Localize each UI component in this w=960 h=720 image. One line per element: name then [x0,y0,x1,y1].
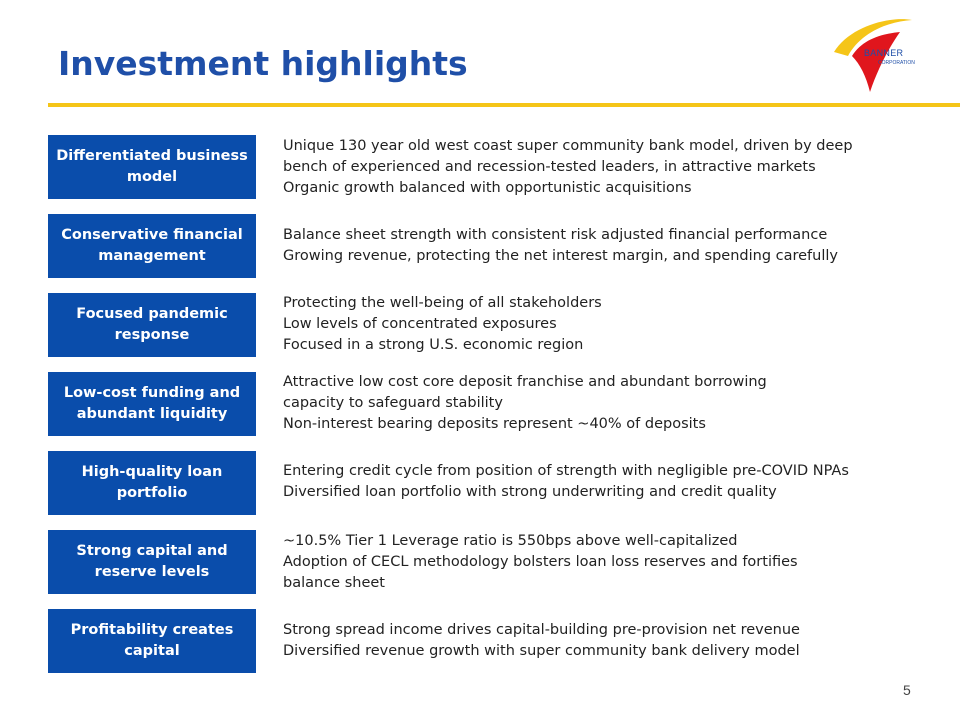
description-line: Attractive low cost core deposit franchise and abundant borrowing [283,374,767,390]
description-line: Balance sheet strength with consistent risk adjusted financial performance [283,227,828,243]
description-line: Diversified revenue growth with super community bank delivery model [283,643,800,659]
highlight-row [48,451,928,515]
description-line: Unique 130 year old west coast super community bank model, driven by deep [283,138,853,154]
page-number: 5 [903,682,911,698]
description-line: Organic growth balanced with opportunistic acquisitions [283,180,692,196]
highlight-row [48,293,928,357]
description-line: Protecting the well-being of all stakeholders [283,295,602,311]
highlight-label: Conservative financial management [48,214,256,278]
page-title: Investment highlights [58,44,468,83]
description-line: Strong spread income drives capital-building pre-provision net revenue [283,622,800,638]
highlight-description [283,225,923,267]
highlight-label: Profitability creates capital [48,609,256,673]
highlight-label: Low-cost funding and abundant liquidity [48,372,256,436]
highlight-description [283,461,923,503]
logo-name: BANNER [864,48,904,58]
title-divider [48,103,960,107]
logo-subtitle: CORPORATION [878,60,915,66]
highlight-row [48,530,928,594]
highlight-description [283,372,923,435]
highlight-row [48,372,928,436]
highlight-row [48,609,928,673]
highlight-description [283,293,923,356]
description-line: balance sheet [283,575,385,591]
description-line: Focused in a strong U.S. economic region [283,337,584,353]
highlight-row [48,135,928,199]
description-line: Entering credit cycle from position of strength with negligible pre-COVID NPAs [283,463,849,479]
highlight-label: Focused pandemic response [48,293,256,357]
highlight-row [48,214,928,278]
description-line: Adoption of CECL methodology bolsters loan loss reserves and fortifies [283,554,798,570]
highlight-label: Differentiated business model [48,135,256,199]
highlight-description [283,620,923,662]
description-line: Non-interest bearing deposits represent ~40% of deposits [283,416,706,432]
highlight-label: Strong capital and reserve levels [48,530,256,594]
highlight-description [283,531,923,594]
highlight-description [283,136,923,199]
highlight-label: High-quality loan portfolio [48,451,256,515]
description-line: bench of experienced and recession-tested leaders, in attractive markets [283,159,816,175]
description-line: Low levels of concentrated exposures [283,316,557,332]
description-line: Growing revenue, protecting the net interest margin, and spending carefully [283,248,838,264]
description-line: Diversified loan portfolio with strong underwriting and credit quality [283,484,777,500]
description-line: ~10.5% Tier 1 Leverage ratio is 550bps above well-capitalized [283,533,738,549]
description-line: capacity to safeguard stability [283,395,503,411]
